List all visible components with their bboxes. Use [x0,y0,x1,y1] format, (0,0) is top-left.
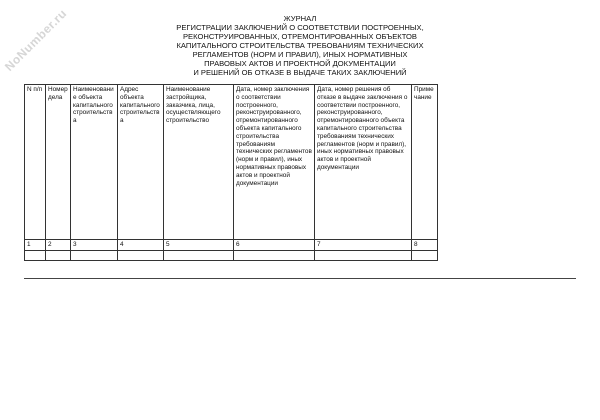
journal-title [150,14,450,77]
empty-cell [234,251,315,261]
empty-cell [46,251,71,261]
header-cell-conclusion: Дата, номер заключения о соответствии построенного, реконструированного, отремонтированного объекта капитального строительства требованиям технических регламентов (норм и правил), иных нормативных правовых актов и проектной документации [234,85,315,240]
column-number-row [25,240,438,251]
title-line: РЕГЛАМЕНТОВ (НОРМ И ПРАВИЛ), ИНЫХ НОРМАТИВНЫХ [192,50,408,59]
title-line: РЕГИСТРАЦИИ ЗАКЛЮЧЕНИЙ О СООТВЕТСТВИИ ПОСТРОЕННЫХ, [176,23,424,32]
title-line: КАПИТАЛЬНОГО СТРОИТЕЛЬСТВА ТРЕБОВАНИЯМ ТЕХНИЧЕСКИХ [176,41,424,50]
column-number: 1 [25,240,46,251]
column-number: 3 [71,240,118,251]
column-number: 6 [234,240,315,251]
column-number: 5 [164,240,234,251]
empty-cell [118,251,164,261]
header-cell-object-address: Адрес объекта капитального строительства [118,85,164,240]
title-line: И РЕШЕНИЙ ОБ ОТКАЗЕ В ВЫДАЧЕ ТАКИХ ЗАКЛЮЧЕНИЙ [193,68,407,77]
empty-cell [412,251,438,261]
header-cell-note: Примечание [412,85,438,240]
journal-table [24,84,438,261]
column-number: 7 [315,240,412,251]
empty-cell [25,251,46,261]
header-cell-object-name: Наименование объекта капитального строительства [71,85,118,240]
empty-cell [315,251,412,261]
title-line: ЖУРНАЛ [283,14,317,23]
header-row [25,85,438,240]
header-cell-developer: Наименование застройщика, заказчика, лица, осуществляющего строительство [164,85,234,240]
empty-cell [164,251,234,261]
header-cell-case: Номер дела [46,85,71,240]
empty-cell [71,251,118,261]
header-cell-refusal: Дата, номер решения об отказе в выдаче заключения о соответствии построенного, реконструированного, отремонтированного объекта капитального строительства требованиям технических регламентов (норм и правил), иных нормативных правовых актов и проектной документации [315,85,412,240]
header-cell-number: N п/п [25,85,46,240]
title-line: ПРАВОВЫХ АКТОВ И ПРОЕКТНОЙ ДОКУМЕНТАЦИИ [204,59,396,68]
table-row [25,251,438,261]
column-number: 2 [46,240,71,251]
title-line: РЕКОНСТРУИРОВАННЫХ, ОТРЕМОНТИРОВАННЫХ ОБЪЕКТОВ [182,32,417,41]
column-number: 8 [412,240,438,251]
watermark: NoNumber.ru [2,6,70,74]
footnote-divider [24,278,576,279]
column-number: 4 [118,240,164,251]
